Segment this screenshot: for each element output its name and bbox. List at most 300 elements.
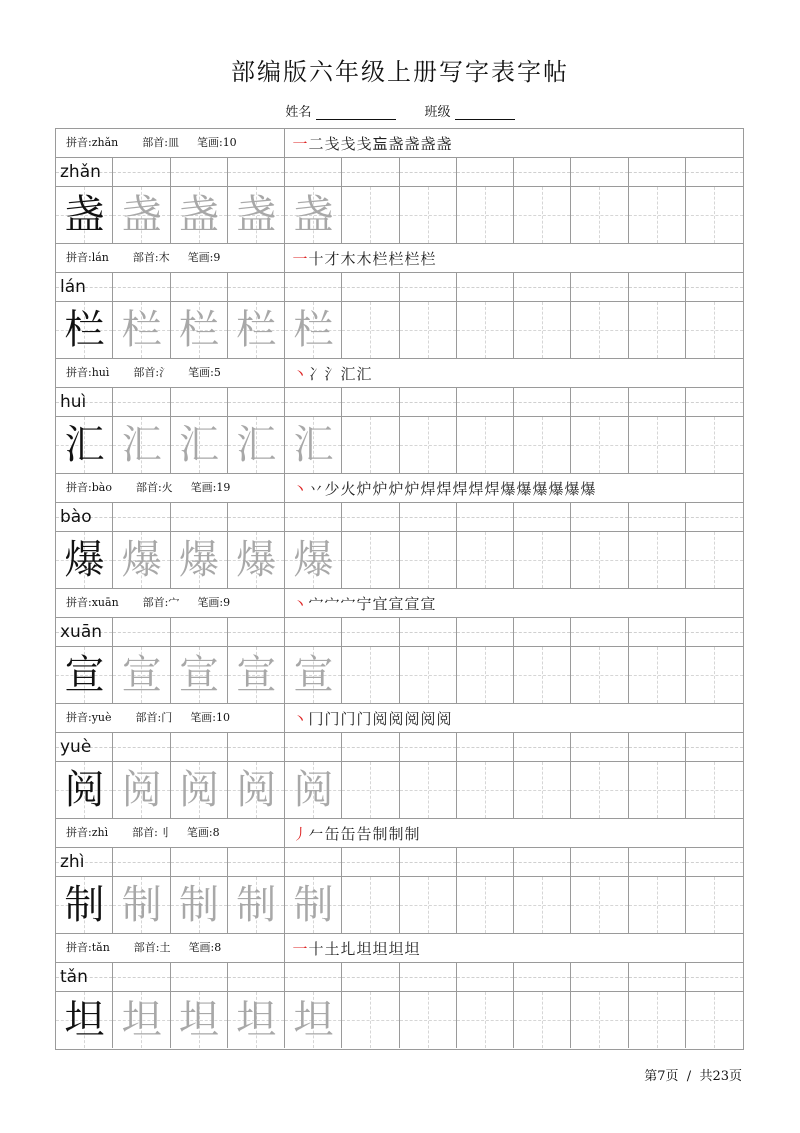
stroke-step: 木 [340, 250, 356, 268]
stroke-step: 炉 [372, 480, 388, 498]
stroke-step: 制 [404, 825, 420, 843]
trace-character: 盏 [293, 192, 334, 238]
writing-cell[interactable] [228, 762, 285, 818]
pinyin-text: tǎn [60, 967, 88, 987]
page-total: 共23页 [699, 1069, 742, 1084]
writing-cell[interactable] [400, 302, 457, 358]
writing-cell[interactable] [514, 532, 571, 588]
writing-cell[interactable] [686, 877, 743, 933]
pinyin-cell[interactable] [629, 273, 686, 301]
pinyin-cell[interactable] [285, 618, 342, 646]
trace-character: 栏 [293, 307, 334, 353]
pinyin-cell[interactable] [400, 388, 457, 416]
char-meta [56, 359, 285, 387]
stroke-step: 宣 [404, 595, 420, 613]
pinyin-row [56, 388, 743, 417]
stroke-step: 栏 [372, 250, 388, 268]
pinyin-cell[interactable] [457, 848, 514, 876]
pinyin-cell[interactable] [228, 733, 285, 761]
stroke-step: 门 [324, 710, 340, 728]
pinyin-cell[interactable] [686, 733, 743, 761]
stroke-step: 丶 [292, 480, 308, 498]
pinyin-cell[interactable] [113, 158, 170, 186]
pinyin-cell[interactable] [342, 733, 399, 761]
writing-cell[interactable] [629, 417, 686, 473]
radical-label: 部首: [135, 481, 162, 494]
writing-cell[interactable] [686, 647, 743, 703]
pinyin-cell[interactable] [113, 388, 170, 416]
pinyin-cell[interactable] [400, 273, 457, 301]
pinyin-cell[interactable] [113, 963, 170, 991]
class-label: 班级 [424, 105, 451, 120]
writing-cell[interactable] [113, 417, 170, 473]
pinyin-text: zhì [60, 852, 85, 872]
char-header [56, 244, 743, 273]
writing-cell[interactable] [228, 877, 285, 933]
strokes-label: 笔画: [190, 481, 217, 494]
writing-cell[interactable] [285, 532, 342, 588]
pinyin-cell[interactable] [400, 963, 457, 991]
pinyin-cell[interactable] [285, 158, 342, 186]
trace-character: 制 [121, 882, 162, 928]
character-row [56, 877, 743, 934]
pinyin-value: yuè [91, 711, 112, 724]
strokes-value: 9 [223, 596, 231, 609]
stroke-step: 汇 [340, 365, 356, 383]
name-blank[interactable] [316, 105, 396, 120]
pinyin-cell[interactable] [342, 963, 399, 991]
pinyin-cell[interactable] [514, 158, 571, 186]
writing-cell[interactable] [571, 992, 628, 1048]
pinyin-cell[interactable] [171, 733, 228, 761]
trace-character: 制 [236, 882, 277, 928]
pinyin-cell[interactable] [514, 848, 571, 876]
writing-cell[interactable] [228, 647, 285, 703]
pinyin-cell[interactable] [228, 963, 285, 991]
pinyin-cell[interactable] [342, 158, 399, 186]
stroke-step: 土 [324, 940, 340, 958]
writing-cell[interactable] [113, 532, 170, 588]
char-block [56, 359, 743, 474]
pinyin-cell[interactable] [342, 388, 399, 416]
character-row [56, 992, 743, 1049]
writing-cell[interactable] [457, 417, 514, 473]
pinyin-cell[interactable] [171, 273, 228, 301]
class-blank[interactable] [455, 105, 515, 120]
pinyin-cell[interactable] [514, 503, 571, 531]
pinyin-cell[interactable] [514, 963, 571, 991]
pinyin-cell[interactable] [113, 618, 170, 646]
page-separator: / [686, 1069, 692, 1084]
writing-cell[interactable] [113, 187, 170, 243]
stroke-step: 爆 [532, 480, 548, 498]
radical-value: 门 [161, 711, 173, 724]
writing-cell[interactable] [457, 762, 514, 818]
writing-cell[interactable] [56, 187, 113, 243]
pinyin-cell[interactable] [400, 848, 457, 876]
pinyin-cell[interactable] [629, 503, 686, 531]
pinyin-cell[interactable] [686, 388, 743, 416]
pinyin-cell[interactable] [571, 388, 628, 416]
writing-cell[interactable] [342, 187, 399, 243]
pinyin-cell[interactable] [228, 503, 285, 531]
writing-cell[interactable] [686, 187, 743, 243]
writing-cell[interactable] [56, 877, 113, 933]
writing-cell[interactable] [342, 877, 399, 933]
strokes-value: 5 [213, 366, 221, 379]
writing-cell[interactable] [571, 187, 628, 243]
stroke-step: 炉 [404, 480, 420, 498]
writing-cell[interactable] [571, 877, 628, 933]
pinyin-value: tǎn [91, 941, 110, 954]
pinyin-cell[interactable] [285, 503, 342, 531]
writing-cell[interactable] [514, 302, 571, 358]
writing-cell[interactable] [400, 992, 457, 1048]
stroke-step: 𥁃 [372, 135, 388, 153]
char-header [56, 359, 743, 388]
writing-cell[interactable] [228, 187, 285, 243]
writing-cell[interactable] [629, 647, 686, 703]
writing-cell[interactable] [285, 877, 342, 933]
pinyin-label: 拼音: [66, 596, 92, 609]
stroke-step: 宣 [420, 595, 436, 613]
writing-cell[interactable] [400, 877, 457, 933]
pinyin-cell[interactable] [342, 618, 399, 646]
pinyin-cell[interactable] [571, 848, 628, 876]
writing-cell[interactable] [285, 417, 342, 473]
writing-cell[interactable] [171, 992, 228, 1048]
pinyin-cell[interactable] [285, 273, 342, 301]
writing-cell[interactable] [571, 532, 628, 588]
radical-label: 部首: [132, 826, 158, 839]
writing-cell[interactable] [285, 187, 342, 243]
pinyin-cell[interactable] [400, 158, 457, 186]
writing-cell[interactable] [113, 647, 170, 703]
writing-cell[interactable] [457, 992, 514, 1048]
writing-cell[interactable] [514, 647, 571, 703]
pinyin-cell[interactable] [686, 963, 743, 991]
character-row [56, 302, 743, 359]
pinyin-cell[interactable] [113, 273, 170, 301]
writing-cell[interactable] [457, 532, 514, 588]
writing-cell[interactable] [571, 762, 628, 818]
stroke-step: 二 [308, 135, 324, 153]
pinyin-cell[interactable] [400, 503, 457, 531]
page-title: 部编版六年级上册写字表字帖 [231, 58, 569, 86]
character-row [56, 417, 743, 474]
pinyin-cell[interactable] [171, 503, 228, 531]
pinyin-cell[interactable] [629, 388, 686, 416]
writing-cell[interactable] [686, 762, 743, 818]
char-meta [56, 819, 285, 847]
trace-character: 阅 [179, 767, 219, 813]
writing-cell[interactable] [113, 762, 170, 818]
pinyin-text: yuè [60, 737, 92, 757]
writing-cell[interactable] [285, 302, 342, 358]
model-character: 坦 [64, 997, 105, 1043]
writing-cell[interactable] [686, 532, 743, 588]
writing-cell[interactable] [171, 417, 228, 473]
writing-cell[interactable] [686, 992, 743, 1048]
pinyin-cell[interactable] [342, 503, 399, 531]
writing-cell[interactable] [629, 992, 686, 1048]
pinyin-cell[interactable] [629, 963, 686, 991]
pinyin-cell[interactable] [171, 618, 228, 646]
char-meta [56, 589, 285, 617]
stroke-step: 戋 [340, 135, 356, 153]
char-header [56, 819, 743, 848]
char-meta [56, 129, 285, 157]
trace-character: 坦 [293, 997, 334, 1043]
char-block [56, 819, 743, 934]
radical-value: 土 [159, 941, 171, 954]
strokes-label: 笔画: [197, 596, 224, 609]
trace-character: 坦 [121, 997, 162, 1043]
trace-character: 汇 [293, 422, 334, 468]
pinyin-cell[interactable] [342, 273, 399, 301]
stroke-order [292, 246, 436, 272]
pinyin-cell[interactable] [457, 388, 514, 416]
pinyin-cell[interactable] [285, 963, 342, 991]
pinyin-cell[interactable] [113, 503, 170, 531]
writing-cell[interactable] [56, 532, 113, 588]
pinyin-cell[interactable] [171, 848, 228, 876]
writing-cell[interactable] [113, 302, 170, 358]
pinyin-cell[interactable] [571, 733, 628, 761]
pinyin-text: xuān [60, 622, 103, 642]
pinyin-cell[interactable] [514, 388, 571, 416]
stroke-step: 爆 [548, 480, 564, 498]
char-meta [56, 474, 285, 502]
writing-cell[interactable] [228, 417, 285, 473]
stroke-step: 缶 [324, 825, 340, 843]
strokes-label: 笔画: [190, 711, 216, 724]
writing-cell[interactable] [285, 647, 342, 703]
stroke-step: 爆 [516, 480, 532, 498]
stroke-step: 坦 [404, 940, 420, 958]
writing-cell[interactable] [342, 302, 399, 358]
writing-cell[interactable] [342, 762, 399, 818]
stroke-step: 丿 [292, 825, 308, 843]
pinyin-cell[interactable] [457, 733, 514, 761]
pinyin-cell[interactable] [171, 963, 228, 991]
strokes-value: 8 [212, 826, 220, 839]
pinyin-cell[interactable] [113, 848, 170, 876]
pinyin-cell[interactable] [228, 273, 285, 301]
pinyin-cell[interactable] [686, 618, 743, 646]
stroke-step: 制 [372, 825, 388, 843]
pinyin-cell[interactable] [171, 388, 228, 416]
writing-cell[interactable] [113, 992, 170, 1048]
writing-cell[interactable] [514, 762, 571, 818]
character-row [56, 532, 743, 589]
stroke-step: 宣 [388, 595, 404, 613]
strokes-label: 笔画: [186, 826, 213, 839]
radical-label: 部首: [135, 711, 162, 724]
stroke-step: 少 [324, 480, 340, 498]
pinyin-cell[interactable] [629, 618, 686, 646]
writing-cell[interactable] [171, 877, 228, 933]
stroke-step: 阅 [420, 710, 436, 728]
writing-cell[interactable] [228, 532, 285, 588]
writing-cell[interactable] [400, 647, 457, 703]
writing-cell[interactable] [56, 992, 113, 1048]
character-row [56, 187, 743, 244]
trace-character: 爆 [293, 537, 334, 583]
writing-cell[interactable] [629, 302, 686, 358]
writing-cell[interactable] [629, 877, 686, 933]
pinyin-cell[interactable] [457, 158, 514, 186]
pinyin-cell[interactable] [629, 848, 686, 876]
writing-cell[interactable] [56, 762, 113, 818]
pinyin-cell[interactable] [171, 158, 228, 186]
pinyin-cell[interactable] [571, 158, 628, 186]
writing-cell[interactable] [171, 647, 228, 703]
writing-cell[interactable] [514, 187, 571, 243]
pinyin-cell[interactable] [686, 273, 743, 301]
strokes-label: 笔画: [196, 136, 223, 149]
pinyin-cell[interactable] [686, 158, 743, 186]
radical-label: 部首: [142, 136, 168, 149]
strokes-value: 10 [215, 711, 230, 724]
pinyin-cell[interactable] [285, 733, 342, 761]
stroke-order [292, 361, 372, 387]
writing-cell[interactable] [457, 647, 514, 703]
writing-cell[interactable] [400, 762, 457, 818]
pinyin-cell[interactable] [457, 618, 514, 646]
pinyin-label: 拼音: [66, 826, 92, 839]
pinyin-value: huì [91, 366, 110, 379]
radical-value: 木 [158, 251, 170, 264]
writing-cell[interactable] [171, 762, 228, 818]
writing-cell[interactable] [457, 187, 514, 243]
writing-cell[interactable] [514, 417, 571, 473]
writing-cell[interactable] [171, 302, 228, 358]
pinyin-cell[interactable] [514, 733, 571, 761]
pinyin-cell[interactable] [400, 618, 457, 646]
pinyin-row [56, 618, 743, 647]
pinyin-cell[interactable] [571, 963, 628, 991]
pinyin-cell[interactable] [629, 158, 686, 186]
stroke-step: 栏 [388, 250, 404, 268]
writing-cell[interactable] [400, 532, 457, 588]
writing-cell[interactable] [457, 302, 514, 358]
writing-cell[interactable] [686, 417, 743, 473]
stroke-step: 戋 [356, 135, 372, 153]
pinyin-cell[interactable] [285, 848, 342, 876]
pinyin-text: zhǎn [60, 162, 101, 182]
pinyin-cell[interactable] [457, 273, 514, 301]
pinyin-cell[interactable] [228, 618, 285, 646]
char-header [56, 934, 743, 963]
pinyin-cell[interactable] [342, 848, 399, 876]
stroke-step: 坦 [388, 940, 404, 958]
model-character: 宣 [64, 652, 105, 698]
writing-cell[interactable] [342, 532, 399, 588]
stroke-step: 盏 [404, 135, 420, 153]
pinyin-cell[interactable] [228, 388, 285, 416]
writing-cell[interactable] [342, 417, 399, 473]
pinyin-cell[interactable] [629, 733, 686, 761]
pinyin-cell[interactable] [514, 273, 571, 301]
stroke-step: 宁 [356, 595, 372, 613]
pinyin-cell[interactable] [686, 503, 743, 531]
pinyin-cell[interactable] [571, 273, 628, 301]
writing-cell[interactable] [342, 647, 399, 703]
stroke-step: 木 [356, 250, 372, 268]
writing-cell[interactable] [342, 992, 399, 1048]
writing-cell[interactable] [113, 877, 170, 933]
writing-cell[interactable] [629, 187, 686, 243]
pinyin-cell[interactable] [571, 618, 628, 646]
pinyin-cell[interactable] [228, 158, 285, 186]
writing-cell[interactable] [228, 992, 285, 1048]
strokes-value: 19 [216, 481, 231, 494]
pinyin-cell[interactable] [686, 848, 743, 876]
stroke-order [292, 821, 420, 847]
pinyin-cell[interactable] [228, 848, 285, 876]
writing-cell[interactable] [457, 877, 514, 933]
writing-cell[interactable] [571, 302, 628, 358]
char-meta [56, 704, 285, 732]
pinyin-label: 拼音: [66, 366, 92, 379]
writing-cell[interactable] [56, 302, 113, 358]
stroke-step: 制 [388, 825, 404, 843]
writing-cell[interactable] [686, 302, 743, 358]
writing-cell[interactable] [171, 532, 228, 588]
pinyin-label: 拼音: [66, 251, 92, 264]
trace-character: 宣 [236, 652, 277, 698]
writing-cell[interactable] [629, 762, 686, 818]
writing-cell[interactable] [400, 187, 457, 243]
char-header [56, 474, 743, 503]
writing-cell[interactable] [285, 762, 342, 818]
pinyin-cell[interactable] [514, 618, 571, 646]
pinyin-cell[interactable] [571, 503, 628, 531]
trace-character: 阅 [293, 767, 334, 813]
pinyin-row [56, 963, 743, 992]
writing-cell[interactable] [629, 532, 686, 588]
trace-character: 阅 [121, 767, 162, 813]
writing-cell[interactable] [56, 417, 113, 473]
stroke-step: 缶 [340, 825, 356, 843]
strokes-value: 10 [222, 136, 237, 149]
char-header [56, 589, 743, 618]
writing-cell[interactable] [514, 992, 571, 1048]
radical-label: 部首: [142, 596, 169, 609]
writing-cell[interactable] [571, 417, 628, 473]
writing-cell[interactable] [285, 992, 342, 1048]
pinyin-cell[interactable] [457, 503, 514, 531]
stroke-step: 爆 [564, 480, 580, 498]
pinyin-cell[interactable] [113, 733, 170, 761]
trace-character: 爆 [121, 537, 162, 583]
writing-cell[interactable] [228, 302, 285, 358]
writing-cell[interactable] [56, 647, 113, 703]
writing-cell[interactable] [171, 187, 228, 243]
pinyin-cell[interactable] [400, 733, 457, 761]
strokes-label: 笔画: [187, 251, 214, 264]
pinyin-cell[interactable] [285, 388, 342, 416]
pinyin-cell[interactable] [457, 963, 514, 991]
char-block [56, 129, 743, 244]
name-label: 姓名 [285, 105, 312, 120]
writing-cell[interactable] [400, 417, 457, 473]
trace-character: 盏 [121, 192, 162, 238]
writing-cell[interactable] [514, 877, 571, 933]
writing-cell[interactable] [571, 647, 628, 703]
stroke-step: 宀 [340, 595, 356, 613]
